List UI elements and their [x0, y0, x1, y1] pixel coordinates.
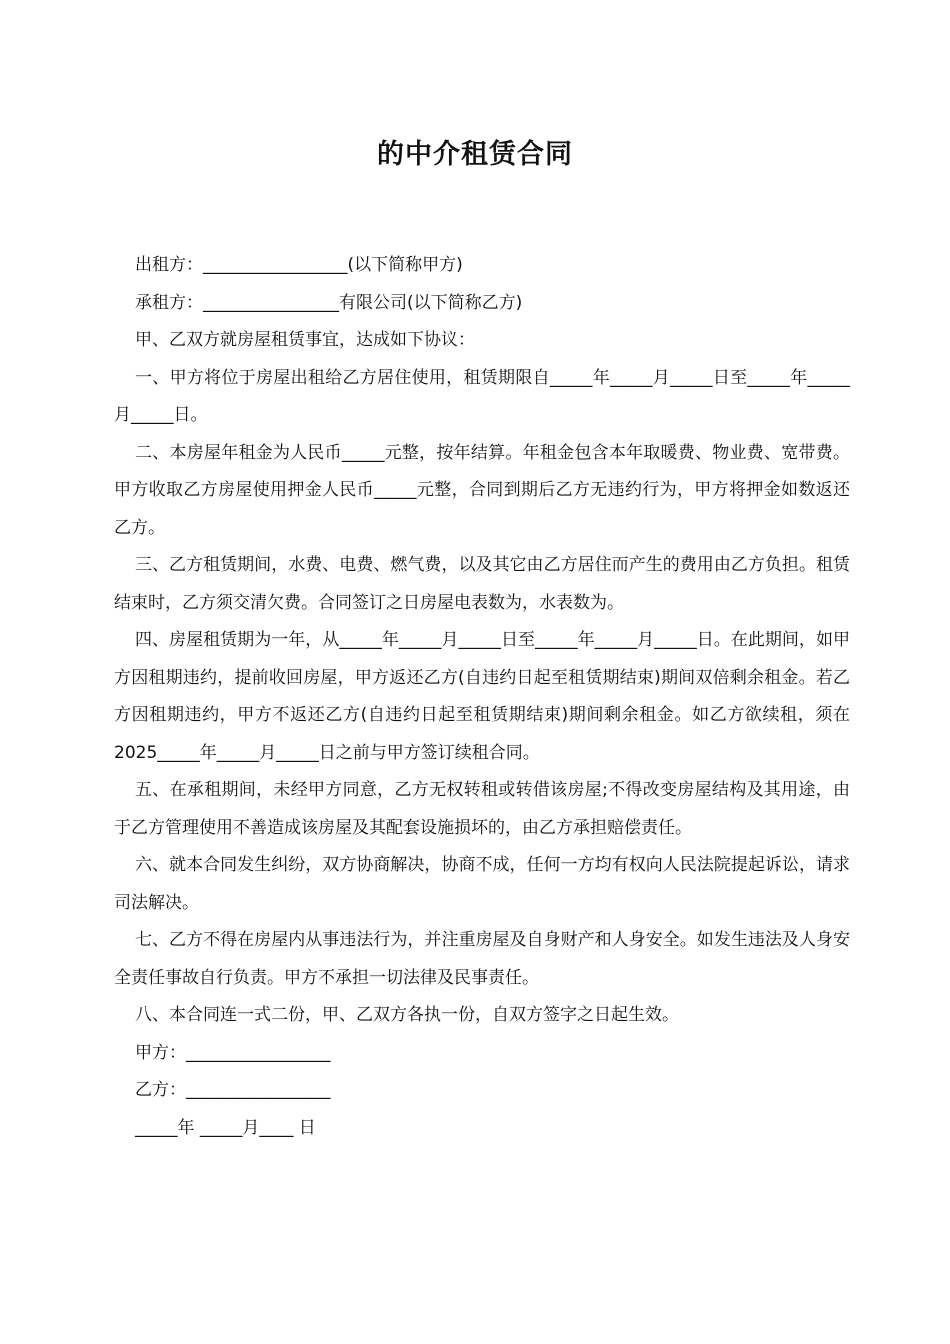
clause-8: 八、本合同连一式二份，甲、乙双方各执一份，自双方签字之日起生效。: [135, 1005, 679, 1025]
clause-4: 四、房屋租赁期为一年，从_____年_____月_____日至_____年_____月_____日。在此期间，如甲方因租期违约，提前收回房屋，甲方返还乙方(自违约日起至租赁期结束)期间双倍剩余租金。若乙方因租期违约，甲方不返还乙方(自违约日起至租赁期结束)期间剩余租金。如乙方欲续租，须在 2025_____年_____月_____日之前与甲方签订续租合同。: [114, 630, 856, 763]
clause-2: 二、本房屋年租金为人民币_____元整，按年结算。年租金包含本年取暖费、物业费、宽带费。甲方收取乙方房屋使用押金人民币_____元整，合同到期后乙方无违约行为，甲方将押金如数返还乙方。: [114, 442, 850, 538]
clause-3: 三、乙方租赁期间，水费、电费、燃气费，以及其它由乙方居住而产生的费用由乙方负担。租赁结束时，乙方须交清欠费。合同签订之日房屋电表数为，水表数为。: [114, 555, 850, 613]
contract-body: [114, 247, 856, 1147]
lessee-line: 承租方：________________有限公司(以下简称乙方): [135, 292, 523, 313]
clause-5: 五、在承租期间，未经甲方同意，乙方无权转租或转借该房屋;不得改变房屋结构及其用途，由于乙方管理使用不善造成该房屋及其配套设施损坏的，由乙方承担赔偿责任。: [114, 780, 850, 838]
party-a-signature: 甲方：_________________: [135, 1042, 331, 1063]
document-title: 的中介租赁合同: [377, 139, 573, 170]
party-b-signature: 乙方：_________________: [135, 1080, 331, 1100]
intro-line: 甲、乙双方就房屋租赁事宜，达成如下协议：: [135, 330, 475, 350]
clause-1: 一、甲方将位于房屋出租给乙方居住使用，租赁期限自_____年_____月_____日至_____年_____月_____日。: [114, 367, 850, 425]
clause-7: 七、乙方不得在房屋内从事违法行为，并注重房屋及自身财产和人身安全。如发生违法及人身安全责任事故自行负责。甲方不承担一切法律及民事责任。: [114, 930, 850, 988]
signing-date: _____年 _____月____ 日: [135, 1117, 316, 1138]
clause-6: 六、就本合同发生纠纷，双方协商解决，协商不成，任何一方均有权向人民法院提起诉讼，请求司法解决。: [114, 855, 850, 913]
lessor-line: 出租方：_________________(以下简称甲方): [135, 255, 463, 275]
